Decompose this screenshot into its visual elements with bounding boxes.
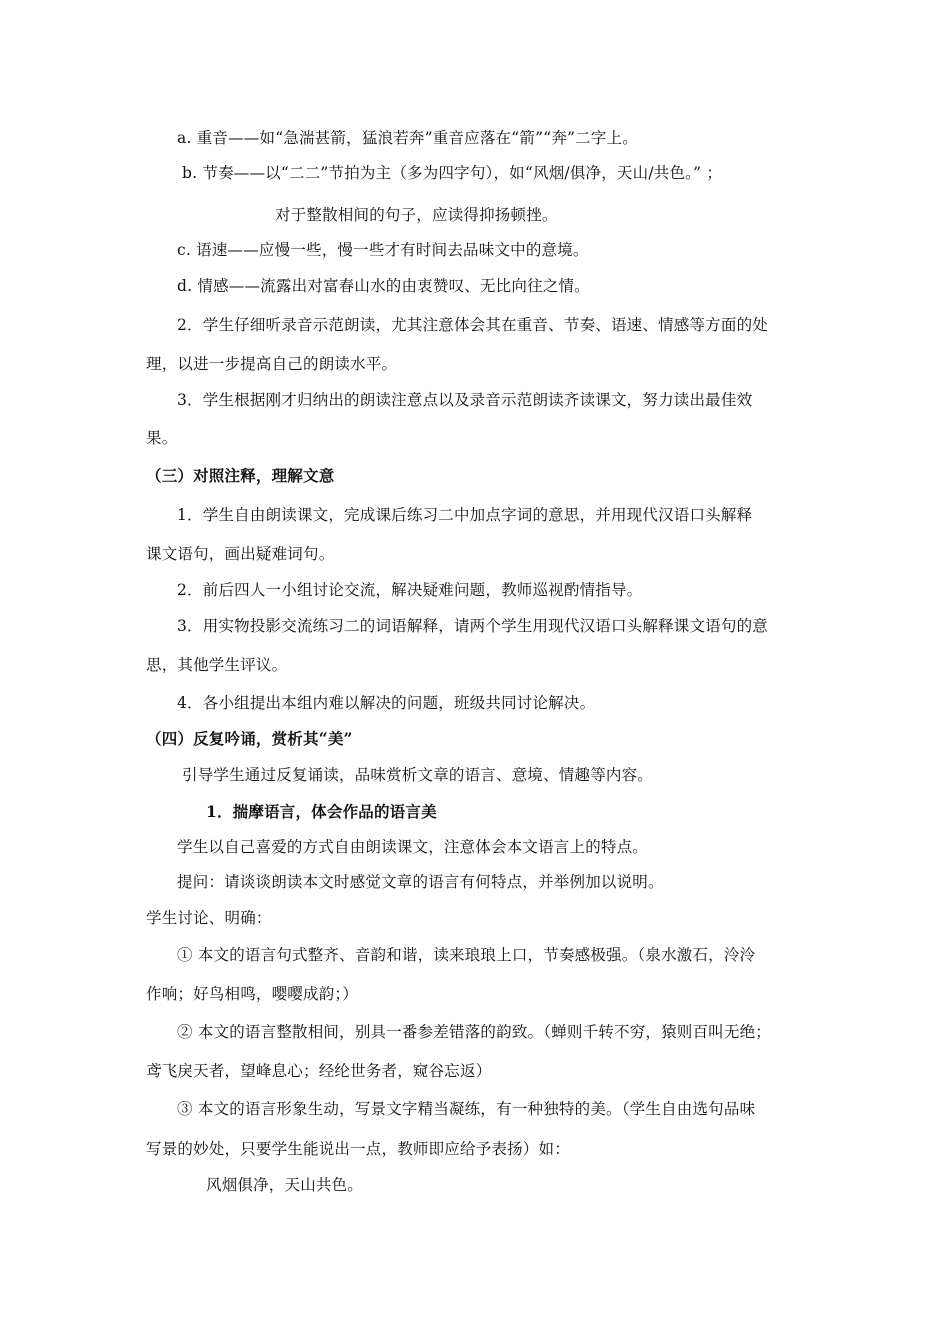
step-1-continued: 课文语句，画出疑难词句。 bbox=[146, 545, 335, 563]
step-3-continued: 思，其他学生评议。 bbox=[146, 656, 288, 674]
step-2: 2．前后四人一小组讨论交流，解决疑难问题，教师巡视酌情指导。 bbox=[177, 581, 643, 599]
question-text: 提问：请谈谈朗读本文时感觉文章的语言有何特点，并举例加以说明。 bbox=[177, 873, 664, 891]
section-heading-4: （四）反复吟诵，赏析其“美” bbox=[146, 729, 353, 748]
paragraph-3: 3．学生根据刚才归纳出的朗读注意点以及录音示范朗读齐读课文，努力读出最佳效 bbox=[177, 391, 753, 409]
point-3: ③ 本文的语言形象生动，写景文字精当凝练，有一种独特的美。（学生自由选句品味 bbox=[177, 1100, 756, 1118]
section-heading-3: （三）对照注释，理解文意 bbox=[146, 466, 335, 485]
reading-point-d: d. 情感——流露出对富春山水的由衷赞叹、无比向往之情。 bbox=[177, 277, 590, 295]
point-2-continued: 鸢飞戾天者，望峰息心；经纶世务者，窥谷忘返） bbox=[146, 1062, 492, 1080]
discussion-label: 学生讨论、明确： bbox=[146, 909, 272, 927]
reading-point-b-continued: 对于整散相间的句子，应读得抑扬顿挫。 bbox=[275, 206, 558, 224]
reading-point-c: c. 语速——应慢一些，慢一些才有时间去品味文中的意境。 bbox=[177, 241, 589, 259]
paragraph-2: 2．学生仔细听录音示范朗读，尤其注意体会其在重音、节奏、语速、情感等方面的处 bbox=[177, 316, 768, 334]
student-reading-text: 学生以自己喜爱的方式自由朗读课文，注意体会本文语言上的特点。 bbox=[177, 838, 649, 856]
guidance-text: 引导学生通过反复诵读，品味赏析文章的语言、意境、情趣等内容。 bbox=[182, 766, 654, 784]
point-1-continued: 作响；好鸟相鸣，嘤嘤成韵；） bbox=[146, 985, 359, 1003]
step-4: 4．各小组提出本组内难以解决的问题，班级共同讨论解决。 bbox=[177, 694, 596, 712]
step-3: 3．用实物投影交流练习二的词语解释，请两个学生用现代汉语口头解释课文语句的意 bbox=[177, 617, 768, 635]
reading-point-a: a. 重音——如“急湍甚箭，猛浪若奔”重音应落在“箭”“奔”二字上。 bbox=[177, 129, 638, 147]
subheading-language-beauty: 1．揣摩语言，体会作品的语言美 bbox=[206, 802, 437, 821]
step-1: 1．学生自由朗读课文，完成课后练习二中加点字词的意思，并用现代汉语口头解释 bbox=[177, 506, 753, 524]
point-1: ① 本文的语言句式整齐、音韵和谐，读来琅琅上口，节奏感极强。（泉水激石，泠泠 bbox=[177, 946, 756, 964]
point-2: ② 本文的语言整散相间，别具一番参差错落的韵致。（蝉则千转不穷，猿则百叫无绝； bbox=[177, 1023, 771, 1041]
example-quote: 风烟俱净，天山共色。 bbox=[206, 1176, 364, 1194]
reading-point-b: b. 节奏——以“二二”节拍为主（多为四字句），如“风烟/俱净，天山/共色。” ； bbox=[182, 164, 723, 182]
paragraph-2-continued: 理，以进一步提高自己的朗读水平。 bbox=[146, 355, 398, 373]
point-3-continued: 写景的妙处，只要学生能说出一点，教师即应给予表扬）如： bbox=[146, 1140, 570, 1158]
paragraph-3-continued: 果。 bbox=[146, 429, 178, 447]
